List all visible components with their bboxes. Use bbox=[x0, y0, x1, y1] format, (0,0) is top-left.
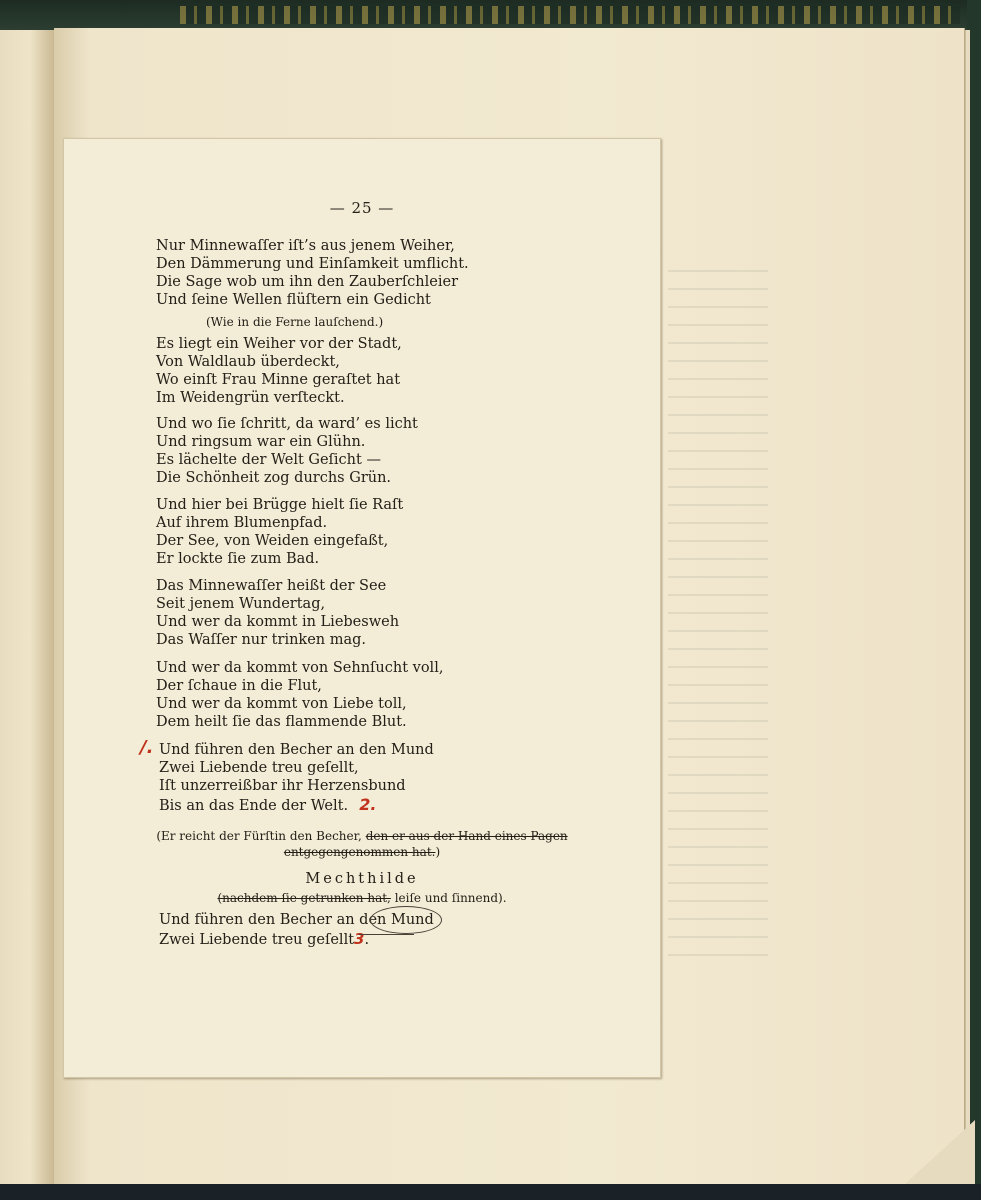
stage-direction: (Wie in die Ferne lauſchend.) bbox=[206, 315, 384, 329]
pencil-underline-mark bbox=[359, 934, 414, 935]
verse-line: Und ſeine Wellen flüſtern ein Gedicht bbox=[156, 292, 431, 308]
struck-text: entgegengenommen hat. bbox=[283, 845, 436, 859]
stanza-2 bbox=[156, 335, 402, 407]
page-number: — 25 — bbox=[329, 199, 395, 217]
verse-line: Und wer da kommt von Sehnſucht voll, bbox=[156, 660, 444, 676]
stanza-1 bbox=[156, 237, 469, 309]
speaker-name: Mechthilde bbox=[305, 871, 419, 887]
verse-line: Der ſchaue in die Flut, bbox=[156, 678, 322, 694]
stanza-6 bbox=[156, 659, 443, 731]
pasted-printed-leaf bbox=[63, 138, 661, 1078]
verse-line: Zwei Liebende treu geſellt bbox=[159, 932, 355, 948]
verse-line: Und wer da kommt von Liebe toll, bbox=[156, 696, 407, 712]
gilt-decoration bbox=[180, 6, 960, 24]
stage-direction-text: ) bbox=[435, 845, 441, 859]
verse-line: Den Dämmerung und Einſamkeit umflicht. bbox=[156, 256, 469, 272]
red-annotation-3: 3 bbox=[354, 930, 365, 948]
verse-line: Seit jenem Wundertag, bbox=[156, 596, 326, 612]
verse-line: Im Weidengrün verſteckt. bbox=[156, 390, 345, 406]
verse-line: Und wer da kommt in Liebesweh bbox=[156, 614, 400, 630]
struck-text: den er aus der Hand eines Pagen bbox=[365, 829, 568, 843]
verse-line: Und führen den Becher an den Mund bbox=[159, 742, 434, 758]
verse-line: Die Sage wob um ihn den Zauberſchleier bbox=[156, 274, 459, 290]
verse-line: Von Waldlaub überdeckt, bbox=[156, 354, 340, 370]
stage-direction-reach bbox=[64, 829, 660, 843]
verse-line: Dem heilt ſie das flammende Blut. bbox=[156, 714, 407, 730]
book-bottom-edge bbox=[0, 1184, 981, 1200]
stanza-3 bbox=[156, 415, 418, 487]
stanza-7 bbox=[159, 741, 434, 815]
verse-line: Die Schönheit zog durchs Grün. bbox=[156, 470, 392, 486]
stage-direction-text: leiſe und ſinnend). bbox=[394, 891, 507, 905]
verse-line: Und hier bei Brügge hielt ſie Raſt bbox=[156, 497, 404, 513]
verse-line: Es liegt ein Weiher vor der Stadt, bbox=[156, 336, 402, 352]
verse-line: Das Waſſer nur trinken mag. bbox=[156, 632, 367, 648]
verse-line: Er lockte ſie zum Bad. bbox=[156, 551, 320, 567]
red-annotation-2: 2. bbox=[359, 795, 377, 814]
stage-direction-reach-line2 bbox=[64, 845, 660, 859]
stage-direction-text: (Er reicht der Fürſtin den Becher, bbox=[156, 829, 362, 843]
verse-line: Und ringsum war ein Glühn. bbox=[156, 434, 366, 450]
red-annotation-1: /. bbox=[140, 737, 154, 758]
verse-line: Und führen den Becher an den Mund bbox=[159, 912, 434, 928]
verse-line: Wo einſt Frau Minne geraſtet hat bbox=[156, 372, 401, 388]
verse-line: Zwei Liebende treu geſellt, bbox=[159, 760, 359, 776]
stanza-5 bbox=[156, 577, 399, 649]
pencil-circle-mark bbox=[370, 906, 442, 934]
verse-line: Der See, von Weiden eingefaßt, bbox=[156, 533, 389, 549]
verse-line: Iſt unzerreißbar ihr Herzensbund bbox=[159, 778, 406, 794]
stanza-4 bbox=[156, 496, 403, 568]
verse-line: Es lächelte der Welt Geſicht — bbox=[156, 452, 381, 468]
verse-line: Auf ihrem Blumenpfad. bbox=[156, 515, 328, 531]
bleed-through-text bbox=[668, 270, 768, 960]
leaf-text bbox=[64, 139, 660, 1077]
verse-line: Nur Minnewaſſer iſt’s aus jenem Weiher, bbox=[156, 238, 455, 254]
struck-text: (nachdem ſie getrunken hat, bbox=[217, 891, 391, 905]
facing-page bbox=[0, 30, 54, 1190]
verse-line-tail: . bbox=[364, 932, 370, 948]
stage-direction-mechthilde bbox=[64, 891, 660, 905]
verse-line: Und wo ſie ſchritt, da ward’ es licht bbox=[156, 416, 418, 432]
verse-line: Bis an das Ende der Welt. bbox=[159, 798, 349, 814]
verse-line: Das Minnewaſſer heißt der See bbox=[156, 578, 387, 594]
